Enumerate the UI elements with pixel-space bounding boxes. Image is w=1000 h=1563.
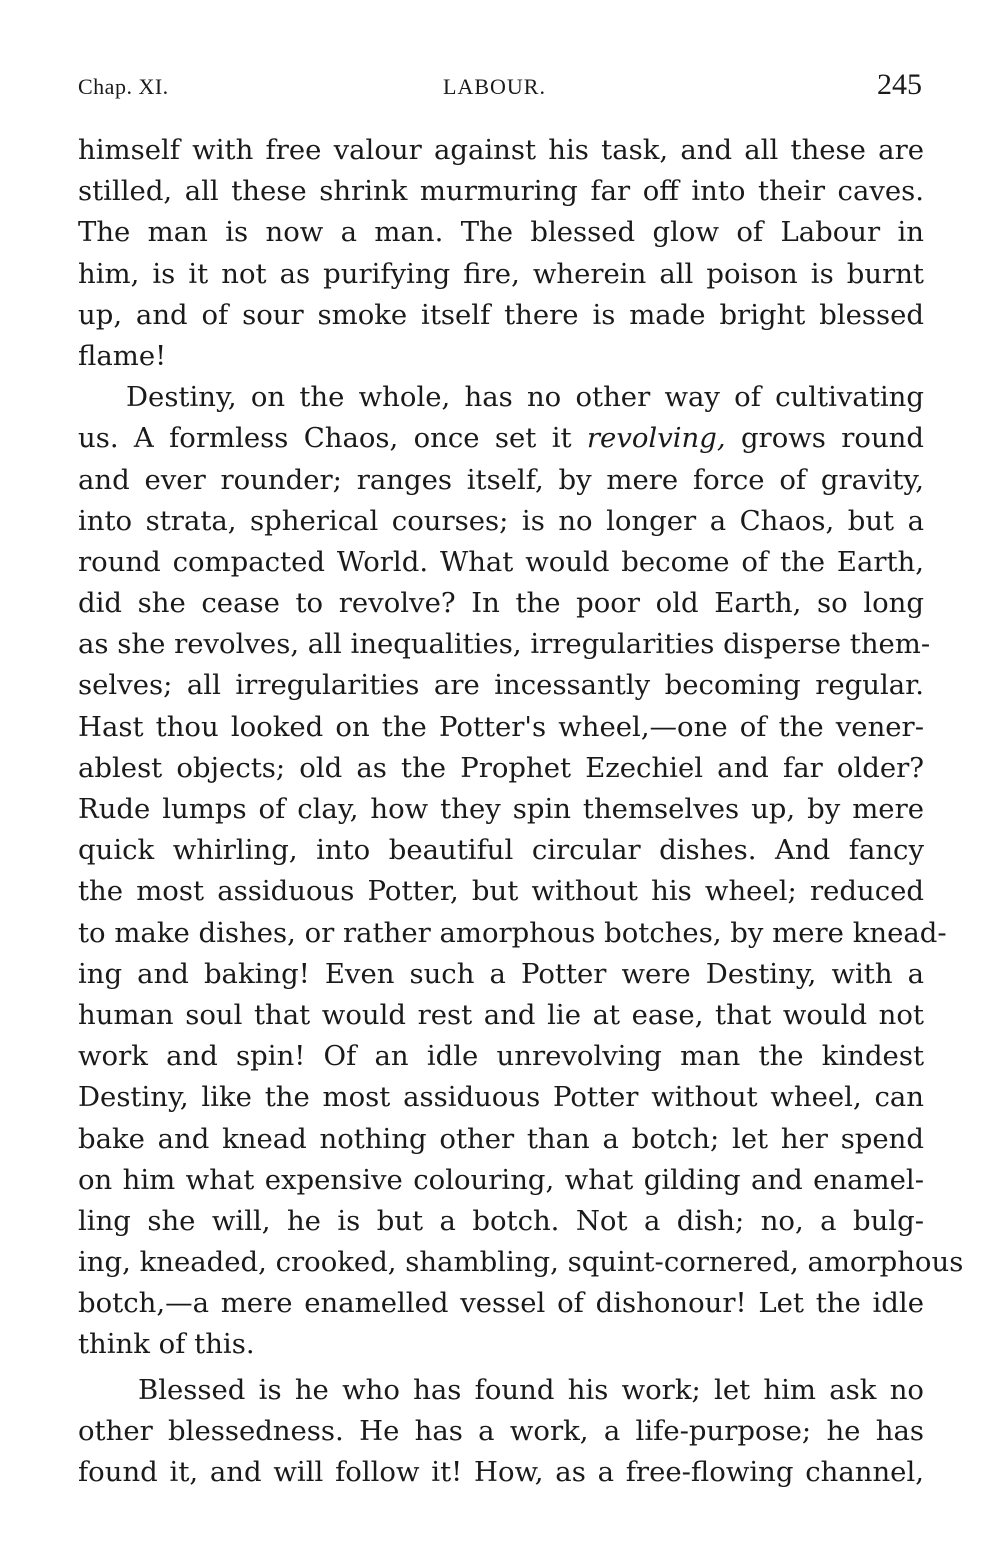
text-line: quick whirling, into beautiful circular dishes. And fancy — [78, 834, 924, 867]
running-header — [78, 68, 922, 108]
text-line: round compacted World. What would become of the Earth, — [78, 545, 924, 578]
text-line: ling she will, he is but a botch. Not a dish; no, a bulg- — [78, 1204, 924, 1237]
text-line: on him what expensive colouring, what gilding and enamel- — [78, 1163, 924, 1196]
text-line: think of this. — [78, 1328, 255, 1361]
text-line: Hast thou looked on the Potter's wheel,—one of the vener- — [78, 710, 924, 743]
text-line: the most assiduous Potter, but without his wheel; reduced — [78, 875, 924, 908]
text-line: flame! — [78, 339, 167, 372]
text-line: The man is now a man. The blessed glow of Labour in — [78, 216, 924, 249]
text-line: Blessed is he who has found his work; let him ask no — [138, 1373, 924, 1406]
text-line: him, is it not as purifying fire, wherein all poison is burnt — [78, 257, 924, 290]
text-line: as she revolves, all inequalities, irregularities disperse them- — [78, 628, 931, 661]
paragraph-2 — [78, 377, 964, 1366]
text-line: ablest objects; old as the Prophet Ezechiel and far older? — [78, 751, 924, 784]
text-line: found it, and will follow it! How, as a free-flowing channel, — [78, 1456, 924, 1488]
text-line: other blessedness. He has a work, a life-purpose; he has — [78, 1414, 924, 1447]
chapter-title: LABOUR. — [443, 74, 546, 99]
text-line: Destiny, like the most assiduous Potter without wheel, can — [78, 1081, 924, 1114]
page-number: 245 — [877, 68, 922, 101]
text-segment: grows round — [725, 422, 924, 455]
text-line: ing and baking! Even such a Potter were Destiny, with a — [78, 957, 924, 990]
text-line: up, and of sour smoke itself there is made bright blessed — [78, 298, 924, 331]
chapter-label: Chap. XI. — [78, 74, 169, 99]
text-line-with-italic — [78, 418, 924, 459]
text-line: ing, kneaded, crooked, shambling, squint-cornered, amorphous — [78, 1246, 964, 1279]
text-line: work and spin! Of an idle unrevolving man the kindest — [78, 1040, 924, 1073]
body-text — [78, 130, 964, 1493]
text-line: to make dishes, or rather amorphous botches, by mere knead- — [78, 916, 947, 949]
text-line: selves; all irregularities are incessantly becoming regular. — [78, 669, 924, 702]
text-segment: us. A formless Chaos, once set it — [78, 422, 587, 455]
paragraph-3 — [78, 1370, 924, 1494]
text-line: Destiny, on the whole, has no other way of cultivating — [126, 381, 924, 414]
text-line: and ever rounder; ranges itself, by mere force of gravity, — [78, 463, 924, 496]
text-line: bake and knead nothing other than a botch; let her spend — [78, 1122, 924, 1155]
italic-word: revolving, — [586, 422, 726, 455]
text-line: human soul that would rest and lie at ease, that would not — [78, 998, 924, 1031]
text-line: himself with free valour against his task, and all these are — [78, 134, 924, 166]
text-line: did she cease to revolve? In the poor old Earth, so long — [78, 587, 924, 620]
paragraph-1 — [78, 130, 924, 377]
text-line: into strata, spherical courses; is no longer a Chaos, but a — [78, 504, 924, 537]
text-line: stilled, all these shrink murmuring far off into their caves. — [78, 175, 924, 208]
text-line: Rude lumps of clay, how they spin themselves up, by mere — [78, 793, 924, 825]
text-line: botch,—a mere enamelled vessel of dishonour! Let the idle — [78, 1287, 924, 1320]
